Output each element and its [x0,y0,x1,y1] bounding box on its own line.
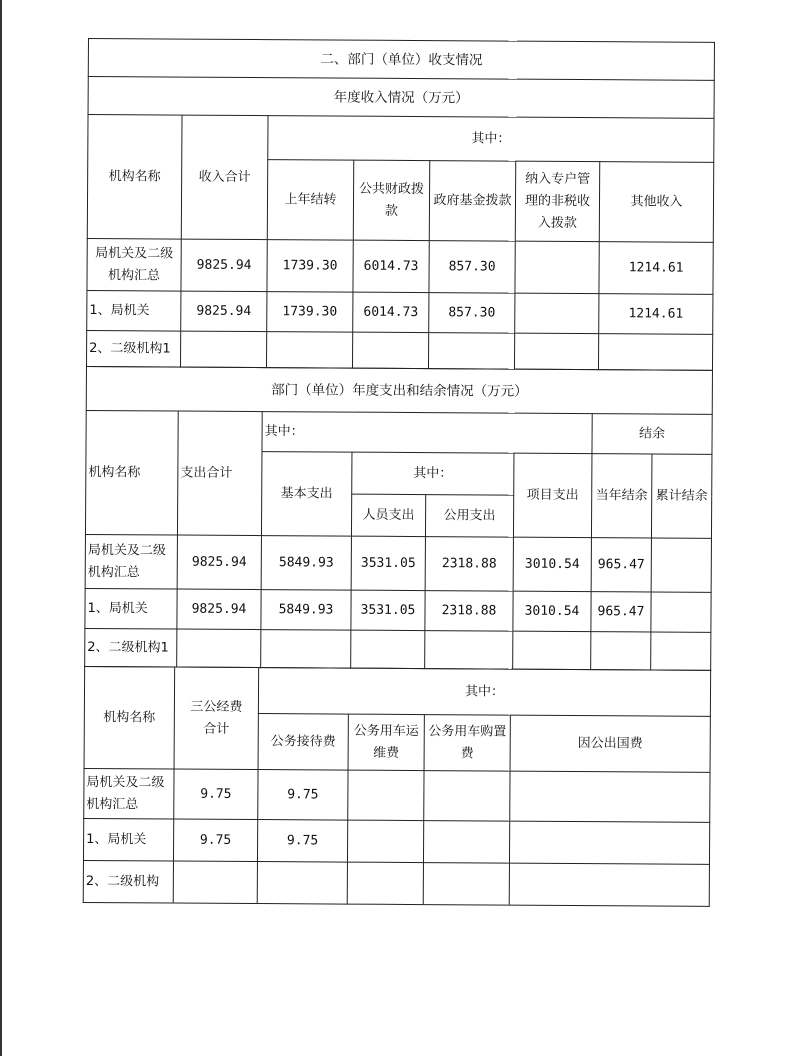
public-header-of-which: 其中： [258,668,710,717]
section-title: 二、部门（单位）收支情况 [88,39,714,81]
scan-edge [0,0,2,1056]
public-row-reception [257,862,347,905]
income-header-carryover: 上年结转 [267,160,353,241]
public-header-vehicle-op: 公务用车运 维费 [348,714,424,770]
income-row-total: 9825.94 [181,291,267,332]
public-row-vehicle-buy [424,771,510,822]
table-row [85,534,711,592]
expense-row-basic: 5849.93 [261,536,351,591]
expense-row-personnel: 3531.05 [351,590,425,630]
expense-row-public-use [425,631,513,670]
expense-header-of-which-2: 其中： [352,452,514,495]
expense-header-basic: 基本支出 [261,452,352,537]
expense-row-name: 1、局机关 [85,588,177,629]
expense-row-personnel [351,630,425,668]
expense-header-public-use: 公用支出 [425,495,513,538]
income-row-gov-fund: 857.30 [429,241,515,294]
expense-row-cumulative-surplus [651,592,711,632]
income-header-total: 收入合计 [181,115,268,240]
expense-header-cumulative-surplus: 累计结余 [651,454,712,538]
public-row-vehicle-op [347,862,423,904]
public-header-org: 机构名称 [84,666,175,769]
public-header-vehicle-buy: 公务用车购置 费 [424,715,510,772]
income-row-fiscal [352,332,428,368]
expense-row-current-surplus: 965.47 [591,592,651,632]
income-header-other: 其他收入 [599,162,714,243]
three-public-table [83,666,711,907]
table-row [84,768,710,822]
public-row-vehicle-buy [423,821,509,864]
income-header-fiscal: 公共财政拨 款 [353,160,429,240]
income-row-carryover [266,332,352,369]
income-row-gov-fund [428,333,514,370]
income-row-total: 9825.94 [181,239,267,292]
expense-header-personnel: 人员支出 [351,494,425,536]
finance-table-frame [83,38,714,920]
public-row-total [173,861,257,904]
expense-header-project: 项目支出 [513,453,592,537]
expense-row-total: 9825.94 [177,589,261,630]
income-row-other: 1214.61 [599,242,713,295]
expense-row-current-surplus: 965.47 [591,538,651,592]
income-row-name: 局机关及二级 机构汇总 [87,238,181,291]
income-row-carryover: 1739.30 [267,292,353,333]
public-row-reception: 9.75 [258,770,348,821]
expense-title: 部门（单位）年度支出和结余情况（万元） [86,366,712,414]
income-row-nontax [515,293,599,334]
public-row-name: 2、二级机构 [83,860,173,903]
income-row-other: 1214.61 [599,294,713,335]
income-row-name: 1、局机关 [87,290,181,331]
public-row-total: 9.75 [174,769,258,820]
expense-row-basic [261,630,351,669]
expense-header-of-which: 其中： [262,412,592,454]
income-row-gov-fund: 857.30 [429,293,515,334]
income-row-other [598,334,712,371]
income-header-gov-fund: 政府基金拨款 [429,161,515,242]
expense-header-current-surplus: 当年结余 [591,454,652,538]
income-table [86,38,715,371]
expense-row-cumulative-surplus [651,632,711,670]
public-row-abroad [510,771,710,822]
income-row-fiscal: 6014.73 [353,292,429,332]
income-row-nontax [514,333,598,370]
public-row-name: 局机关及二级 机构汇总 [84,768,174,819]
income-row-fiscal: 6014.73 [353,240,429,292]
public-header-abroad: 因公出国费 [510,715,710,772]
income-header-of-which: 其中： [268,116,714,163]
public-row-name: 1、局机关 [83,818,173,861]
expense-row-total: 9825.94 [177,535,261,590]
public-row-vehicle-op [347,820,423,862]
public-row-abroad [509,863,709,906]
public-row-reception: 9.75 [257,820,347,863]
table-row [86,330,712,370]
table-row [83,818,709,864]
public-row-abroad [509,821,709,864]
expense-row-public-use: 2318.88 [425,537,513,592]
table-row [85,628,711,670]
expense-row-project: 3010.54 [513,537,591,591]
expense-row-name: 局机关及二级 机构汇总 [85,534,177,589]
public-row-vehicle-op [348,770,424,820]
expense-row-project [513,631,591,669]
expense-row-public-use: 2318.88 [425,591,513,632]
expense-row-basic: 5849.93 [261,590,351,631]
income-row-total [180,331,266,368]
expense-row-total [177,629,261,668]
public-row-vehicle-buy [423,863,509,906]
expense-row-current-surplus [591,632,651,670]
expense-row-name: 2、二级机构1 [85,628,177,667]
expense-header-org: 机构名称 [85,410,178,535]
table-row [85,588,711,632]
table-row [87,238,713,294]
expense-table [84,366,713,671]
expense-row-project: 3010.54 [513,591,591,631]
expense-row-cumulative-surplus [651,538,711,592]
expense-header-surplus: 结余 [592,414,712,455]
table-row [83,860,709,906]
expense-header-total: 支出合计 [177,411,262,536]
public-header-total: 三公经费 合计 [174,667,259,770]
expense-row-personnel: 3531.05 [351,536,425,590]
income-header-org: 机构名称 [87,115,182,240]
income-row-nontax [515,241,599,294]
income-header-nontax: 纳入专户管 理的非税收 入拨款 [515,161,599,242]
table-row [87,290,713,334]
income-row-carryover: 1739.30 [267,240,353,293]
public-header-reception: 公务接待费 [258,714,348,771]
public-row-total: 9.75 [173,819,257,862]
income-row-name: 2、二级机构1 [86,330,180,367]
income-title: 年度收入情况（万元） [88,77,714,119]
